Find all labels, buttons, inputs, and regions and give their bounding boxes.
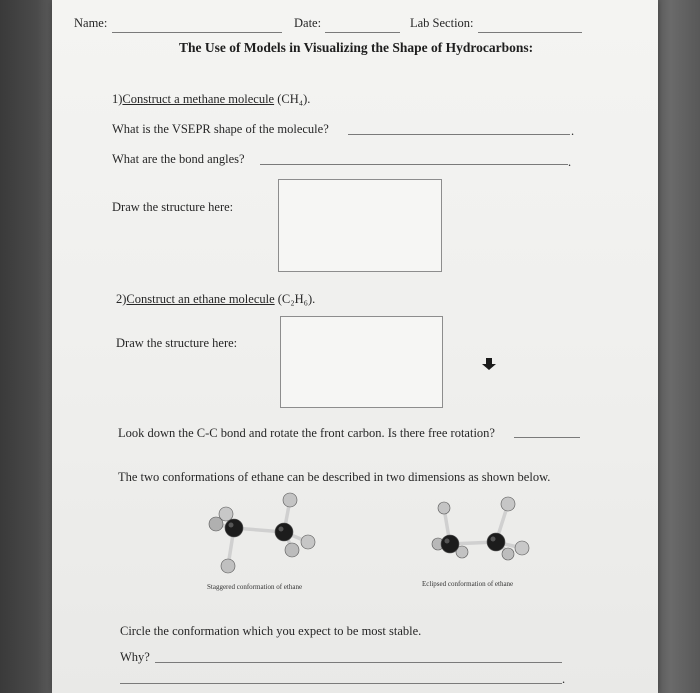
vsepr-question: What is the VSEPR shape of the molecule? <box>112 122 329 136</box>
date-label: Date: <box>294 16 322 30</box>
stability-question: Circle the conformation which you expect to be most stable. <box>120 624 422 638</box>
bond-angle-answer-line[interactable] <box>260 164 568 165</box>
page-title: The Use of Models in Visualizing the Shape of Hydrocarbons: <box>179 40 534 55</box>
section1-heading <box>112 92 310 107</box>
bond-angle-question: What are the bond angles? <box>112 152 245 166</box>
section1-heading-text: Construct a methane molecule <box>122 92 275 106</box>
eclipsed-caption: Eclipsed conformation of ethane <box>422 580 514 588</box>
mouse-cursor-icon <box>482 356 496 372</box>
rotation-answer-line[interactable] <box>514 437 580 438</box>
conformations-description: The two conformations of ethane can be described in two dimensions as shown below. <box>118 470 551 484</box>
section1-heading-formula: (CH₄). <box>277 92 311 106</box>
section2-heading-text: Construct an ethane molecule <box>126 292 275 306</box>
why-answer-line-1[interactable] <box>155 662 562 663</box>
why-period: . <box>562 672 566 686</box>
eclipsed-ethane-model <box>414 490 544 570</box>
section2-heading <box>116 292 315 307</box>
vsepr-answer-line[interactable] <box>348 134 570 135</box>
worksheet-page <box>52 0 658 693</box>
staggered-ethane-model <box>200 490 330 580</box>
methane-draw-prompt: Draw the structure here: <box>112 200 234 214</box>
name-line[interactable] <box>112 32 282 33</box>
dark-background-right <box>658 0 700 693</box>
section1-number: 1) <box>112 92 123 106</box>
methane-drawing-box[interactable] <box>278 179 442 272</box>
why-label: Why? <box>120 650 150 664</box>
ethane-draw-prompt: Draw the structure here: <box>116 336 238 350</box>
section2-heading-formula: (C₂H₆). <box>277 292 316 306</box>
lab-section-line[interactable] <box>478 32 582 33</box>
section2-number: 2) <box>116 292 127 306</box>
date-line[interactable] <box>325 32 400 33</box>
bond-angle-period: . <box>568 155 572 169</box>
staggered-caption: Staggered conformation of ethane <box>207 583 303 591</box>
name-label: Name: <box>74 16 108 30</box>
why-answer-line-2[interactable] <box>120 683 562 684</box>
lab-section-label: Lab Section: <box>410 16 474 30</box>
vsepr-period: . <box>571 124 575 138</box>
dark-background-left <box>0 0 52 693</box>
ethane-drawing-box[interactable] <box>280 316 443 408</box>
rotation-question: Look down the C-C bond and rotate the front carbon. Is there free rotation? <box>118 426 495 440</box>
